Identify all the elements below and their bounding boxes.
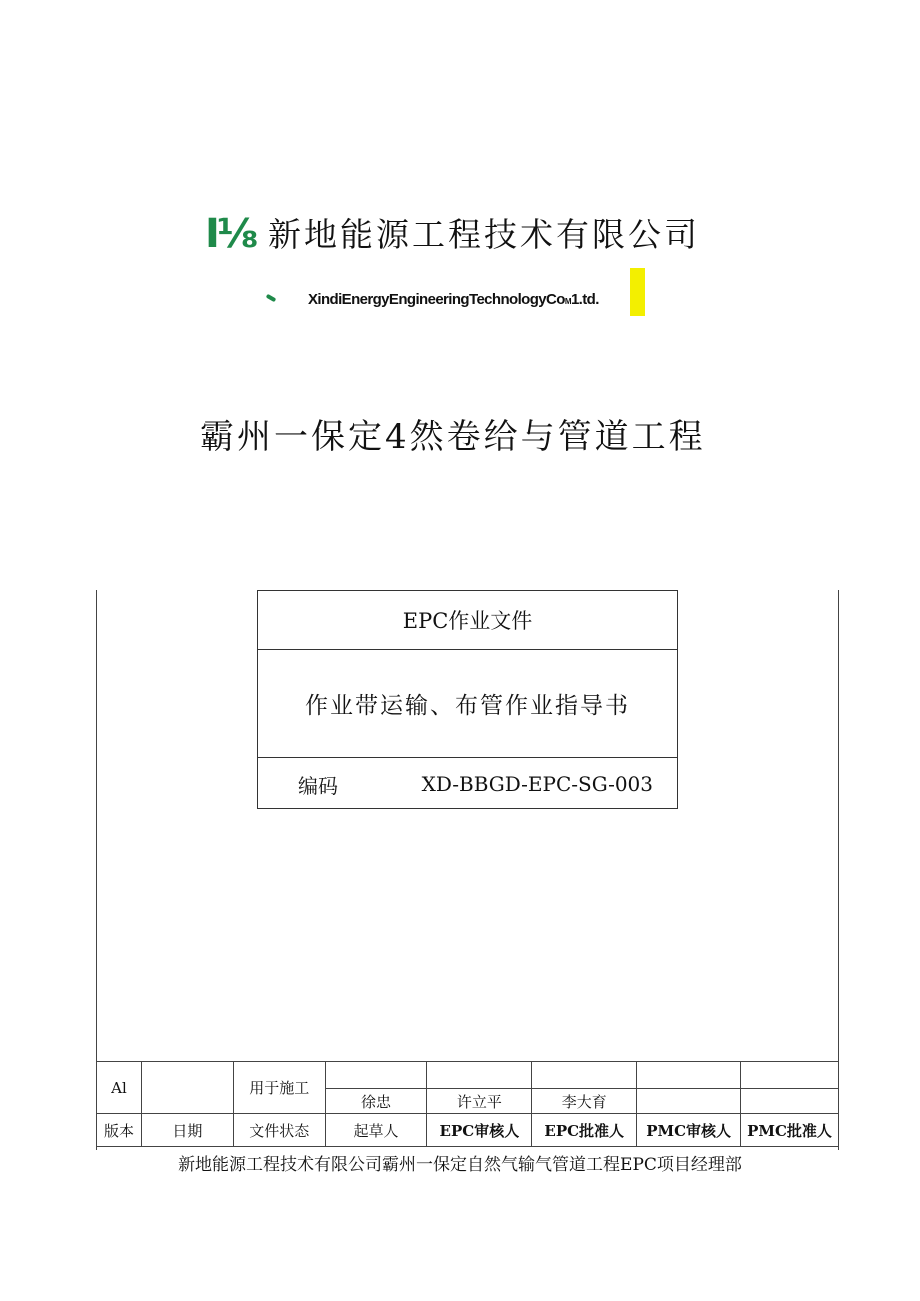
company-name-en-sub: M [564,297,571,306]
pmc-approver-value [741,1089,839,1114]
doc-code-value: XD-BBGD-EPC-SG-003 [421,772,653,796]
epc-reviewer-value: 许立平 [427,1089,532,1114]
header-date: 日期 [141,1114,233,1147]
document-info-box [257,590,678,809]
status-value: 用于施工 [233,1062,325,1114]
empty-cell [741,1062,839,1089]
empty-cell [532,1062,637,1089]
header-drafter: 起草人 [325,1114,427,1147]
project-title: 霸州一保定4然卷给与管道工程 [200,417,706,457]
doc-code-row [258,758,677,810]
company-name-cn: 新地能源工程技术有限公司 [268,215,700,254]
company-name-en-tail: 1.td. [570,291,599,308]
header-epc-approver: EPC批准人 [532,1114,637,1147]
empty-cell [637,1062,741,1089]
tick-mark [266,294,277,302]
empty-cell [325,1062,427,1089]
doc-code-label: 编码 [298,773,338,798]
version-value: Al [97,1062,142,1114]
company-name-en [308,292,599,307]
doc-title: 作业带运输、布管作业指导书 [305,693,630,719]
drafter-value: 徐忠 [325,1089,427,1114]
doc-type-row [258,591,677,650]
company-name-en-main: XindiEnergyEngineeringTechnologyCo [308,291,565,308]
header-epc-reviewer: EPC审核人 [427,1114,532,1147]
company-logo-mark: I⅛ [205,211,256,257]
date-value [141,1062,233,1114]
doc-title-row [258,650,677,758]
empty-cell [427,1062,532,1089]
pmc-reviewer-value [637,1089,741,1114]
revision-table [96,1061,839,1147]
doc-type-label: EPC作业文件 [402,609,533,633]
header-pmc-reviewer: PMC审核人 [637,1114,741,1147]
header-status: 文件状态 [233,1114,325,1147]
footer-text: 新地能源工程技术有限公司霸州一保定自然气输气管道工程EPC项目经理部 [178,1155,742,1175]
yellow-highlight-mark [630,268,645,316]
epc-approver-value: 李大育 [532,1089,637,1114]
header-version: 版本 [97,1114,142,1147]
header-pmc-approver: PMC批准人 [741,1114,839,1147]
